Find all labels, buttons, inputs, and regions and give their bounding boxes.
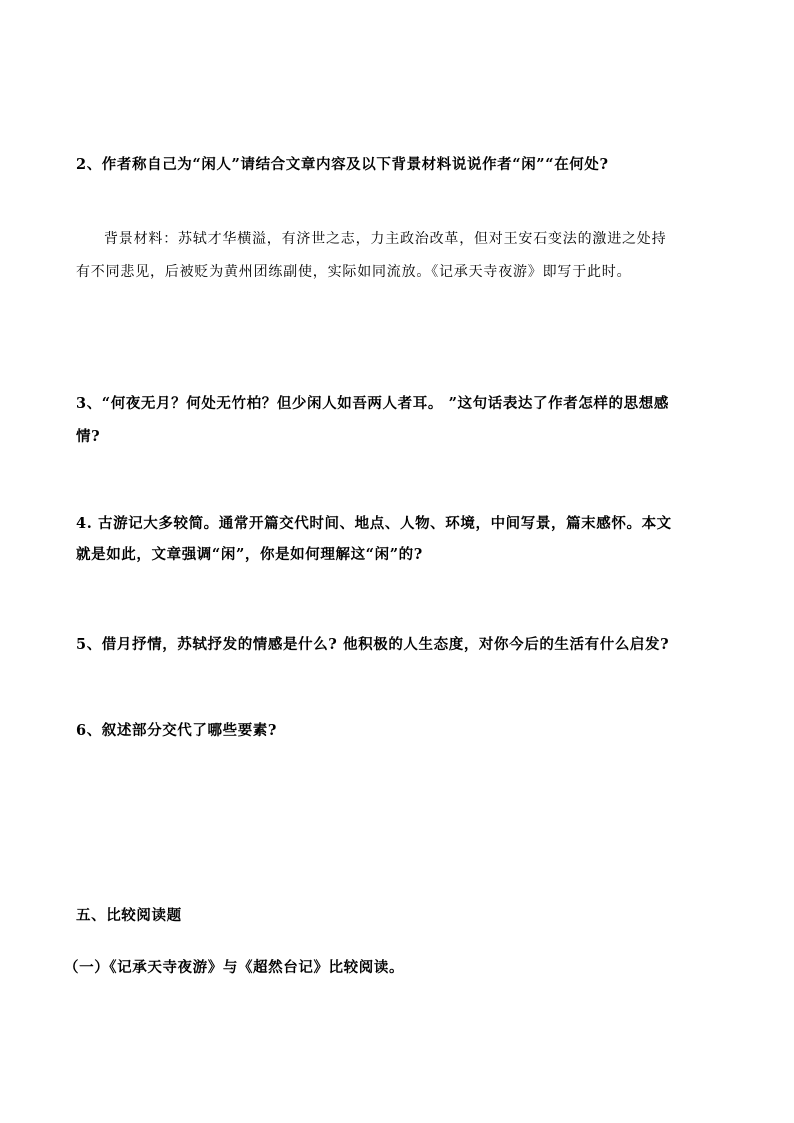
background-material-line-2: 有不同悲见，后被贬为黄州团练副使，实际如同流放。《记承天寺夜游》即写于此时。 — [76, 264, 632, 280]
question-6-text: 6、叙述部分交代了哪些要素? — [76, 722, 277, 739]
question-4-text-line-2: 就是如此，文章强调“闲”，你是如何理解这“闲”的? — [76, 546, 423, 563]
background-material-line-1: 背景材料：苏轼才华横溢，有济世之志，力主政治改革，但对王安石变法的激进之处持 — [104, 231, 667, 247]
section-5-heading: 五、比较阅读题 — [76, 907, 182, 924]
question-3-text-line-2: 情? — [76, 428, 101, 445]
question-5-text: 5、借月抒情，苏轼抒发的情感是什么? 他积极的人生态度，对你今后的生活有什么启发? — [76, 636, 670, 653]
question-2-text: 2、作者称自己为“闲人”请结合文章内容及以下背景材料说说作者“闲”“在何处? — [76, 156, 609, 173]
question-4-text-line-1: 4. 古游记大多较简。通常开篇交代时间、地点、人物、环境，中间写景，篇末感怀。本文 — [76, 515, 672, 532]
question-3-text-line-1: 3、“何夜无月？何处无竹柏？但少闲人如吾两人者耳。 ”这句话表达了作者怎样的思想感 — [76, 395, 669, 412]
section-5-subheading-1: （一）《记承天寺夜游》与《超然台记》比较阅读。 — [64, 959, 405, 976]
